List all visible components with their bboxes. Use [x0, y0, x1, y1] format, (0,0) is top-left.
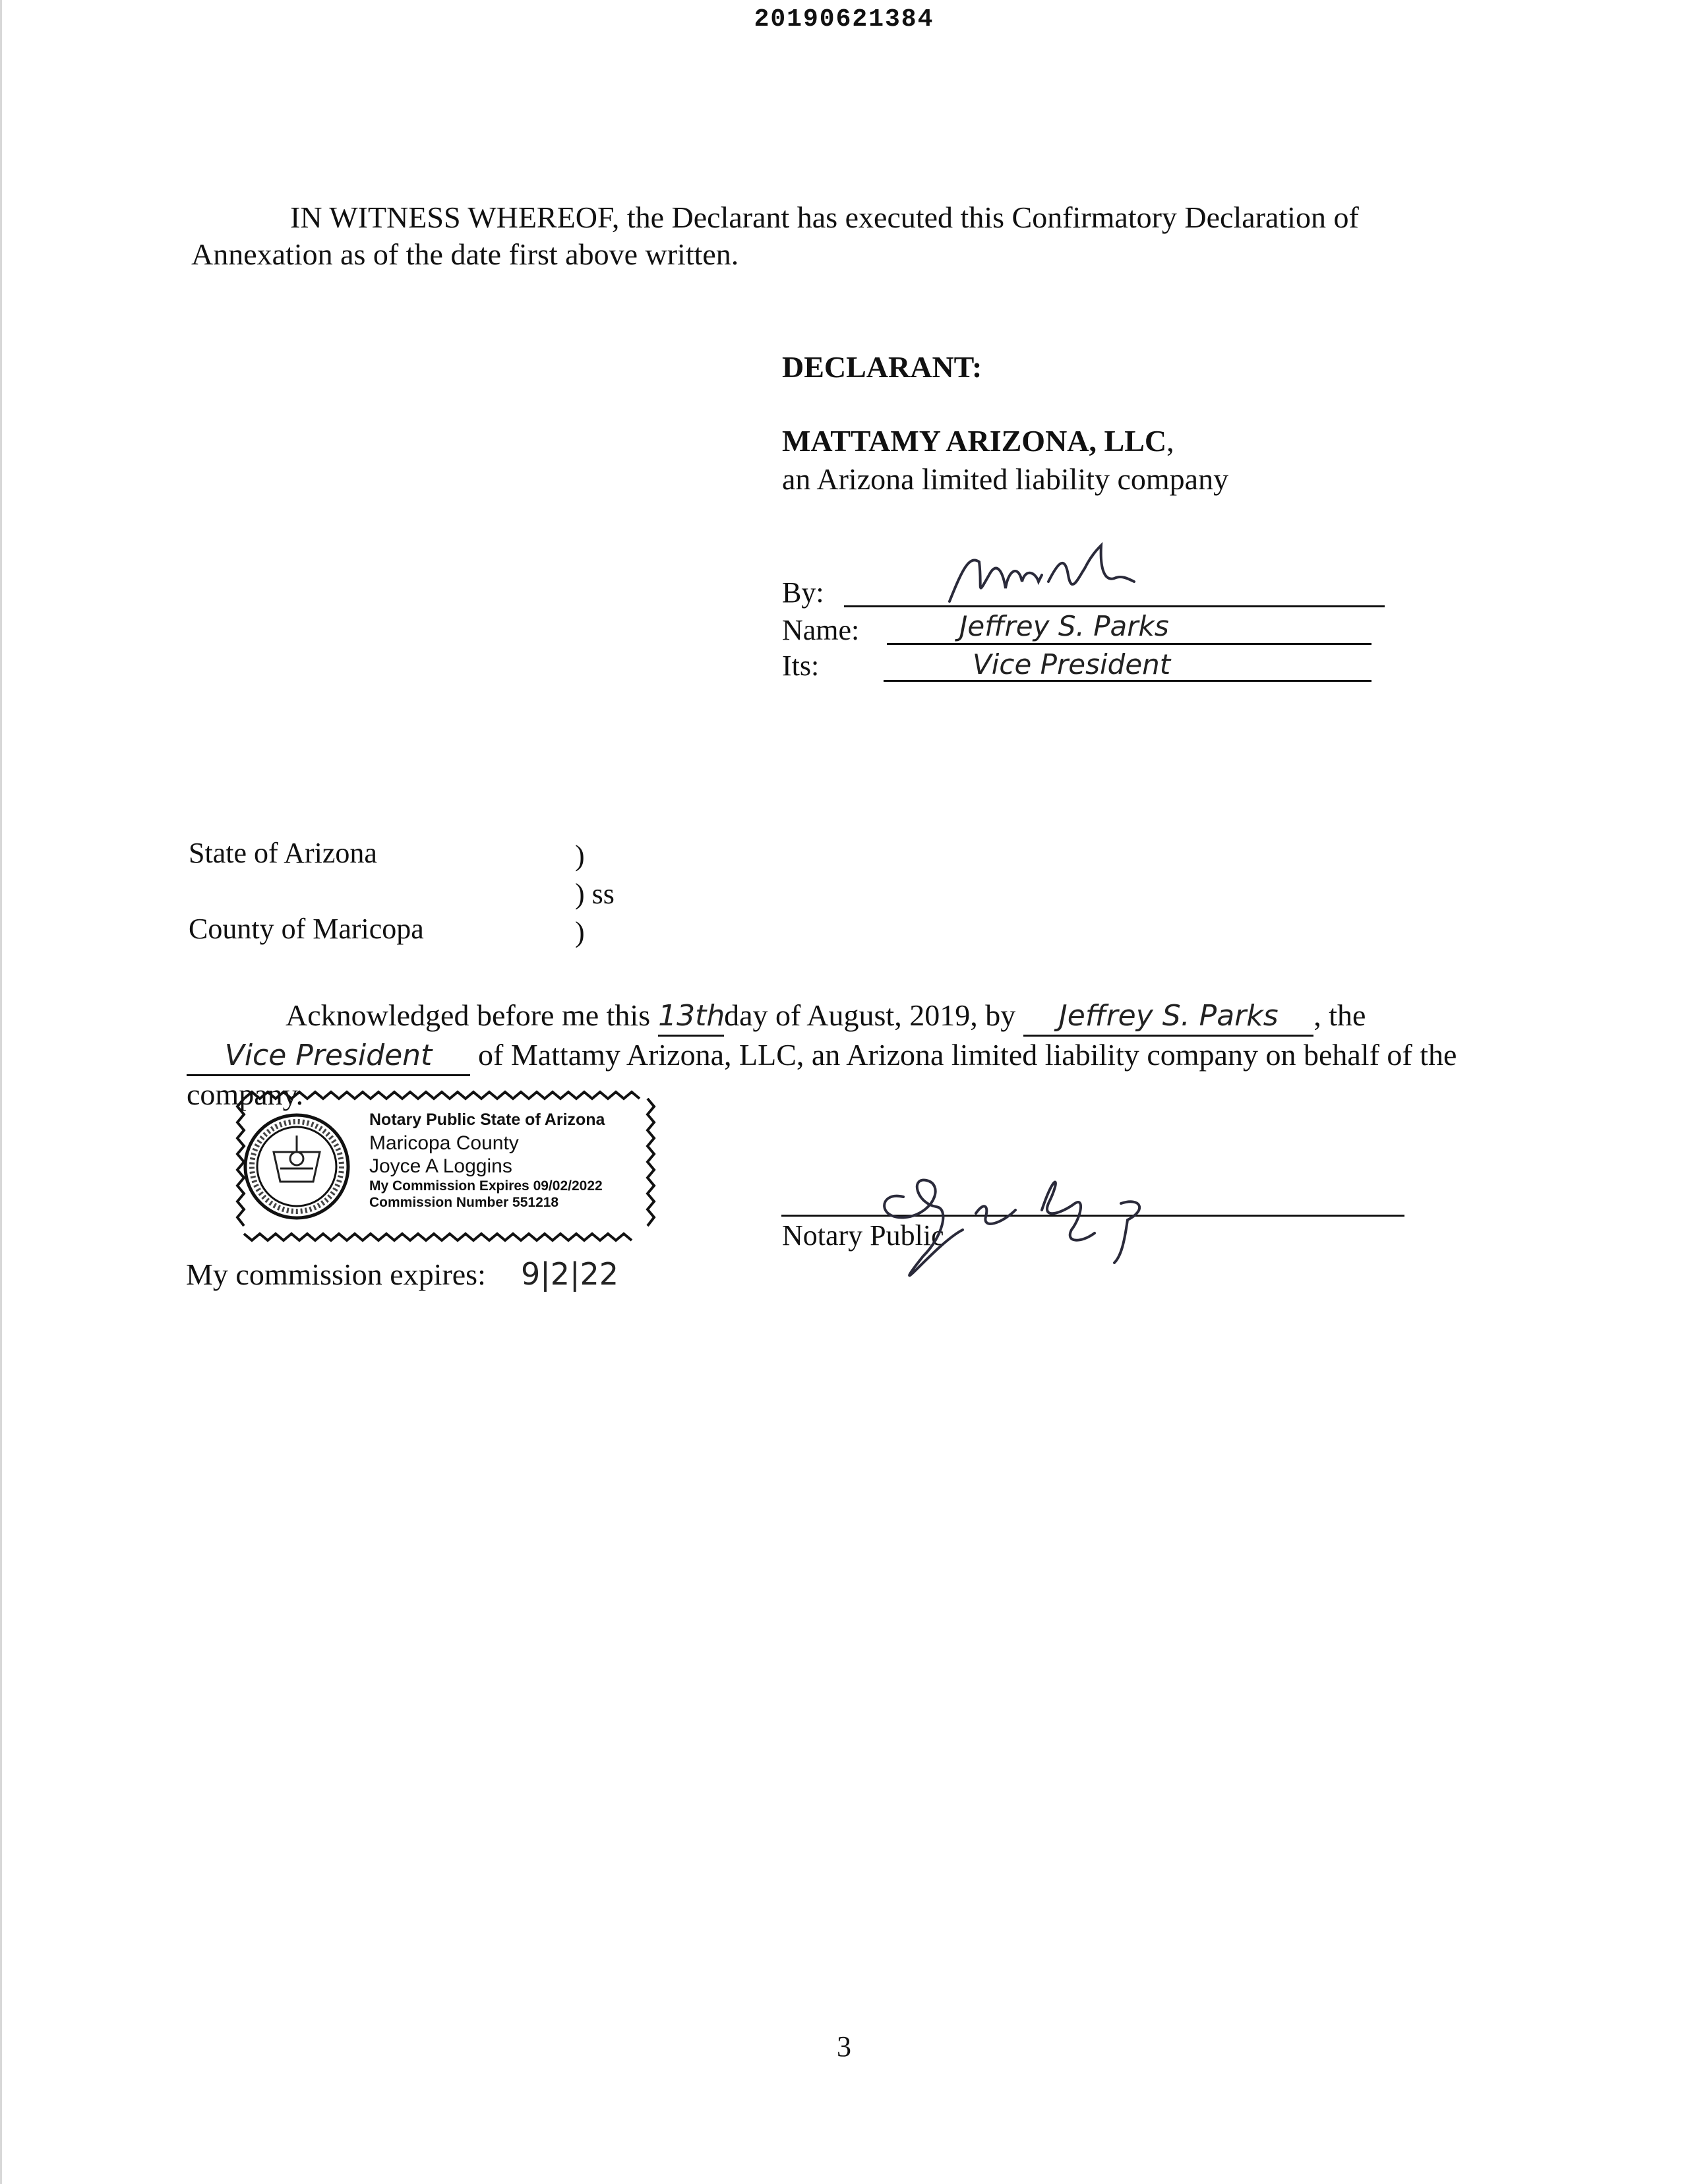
company-name-line — [782, 426, 1174, 456]
ack-signer: Jeffrey S. Parks — [1023, 998, 1313, 1037]
stamp-line-3: Joyce A Loggins — [369, 1155, 512, 1177]
notary-stamp — [234, 1089, 663, 1243]
witness-paragraph — [191, 199, 1474, 273]
ack-text-4: of Mattamy Arizona, LLC, an Arizona limited liability company on behalf of the company. — [187, 1038, 1457, 1111]
notary-public-label: Notary Public — [782, 1219, 944, 1252]
venue-paren-2: ) — [575, 916, 585, 948]
name-label: Name: — [782, 614, 860, 646]
page-number: 3 — [837, 2030, 851, 2063]
recording-number: 20190621384 — [754, 5, 934, 34]
stamp-line-4: My Commission Expires 09/02/2022 — [369, 1178, 603, 1194]
its-label: Its: — [782, 650, 820, 682]
scan-edge — [0, 0, 2, 2184]
notary-signature — [864, 1157, 1207, 1289]
county-label: County of Maricopa — [189, 913, 424, 945]
ack-text-3: , the — [1313, 998, 1366, 1032]
venue-paren-1: ) — [575, 839, 585, 872]
stamp-line-5: Commission Number 551218 — [369, 1195, 559, 1210]
commission-label: My commission expires: — [186, 1258, 486, 1291]
its-value: Vice President — [973, 648, 1171, 681]
stamp-line-1: Notary Public State of Arizona — [369, 1110, 605, 1129]
commission-value: 9|2|22 — [521, 1256, 619, 1292]
ack-text-2: day of August, 2019, by — [724, 998, 1016, 1032]
ack-text-1: Acknowledged before me this — [286, 998, 651, 1032]
company-description: an Arizona limited liability company — [782, 462, 1229, 496]
company-name: MATTAMY ARIZONA, LLC — [782, 424, 1167, 458]
ack-day: 13th — [658, 998, 724, 1037]
venue-ss: ) ss — [575, 878, 615, 910]
stamp-line-2: Maricopa County — [369, 1132, 519, 1154]
company-comma: , — [1166, 424, 1174, 458]
name-value: Jeffrey S. Parks — [959, 610, 1169, 642]
declarant-signature — [943, 542, 1180, 608]
by-label: By: — [782, 576, 824, 609]
name-line — [887, 643, 1372, 645]
state-label: State of Arizona — [189, 837, 377, 869]
witness-text: IN WITNESS WHEREOF, the Declarant has executed this Confirmatory Declaration of Annexation as of the date first above written. — [191, 200, 1359, 271]
ack-title: Vice President — [187, 1037, 470, 1076]
declarant-heading: DECLARANT: — [782, 350, 982, 384]
